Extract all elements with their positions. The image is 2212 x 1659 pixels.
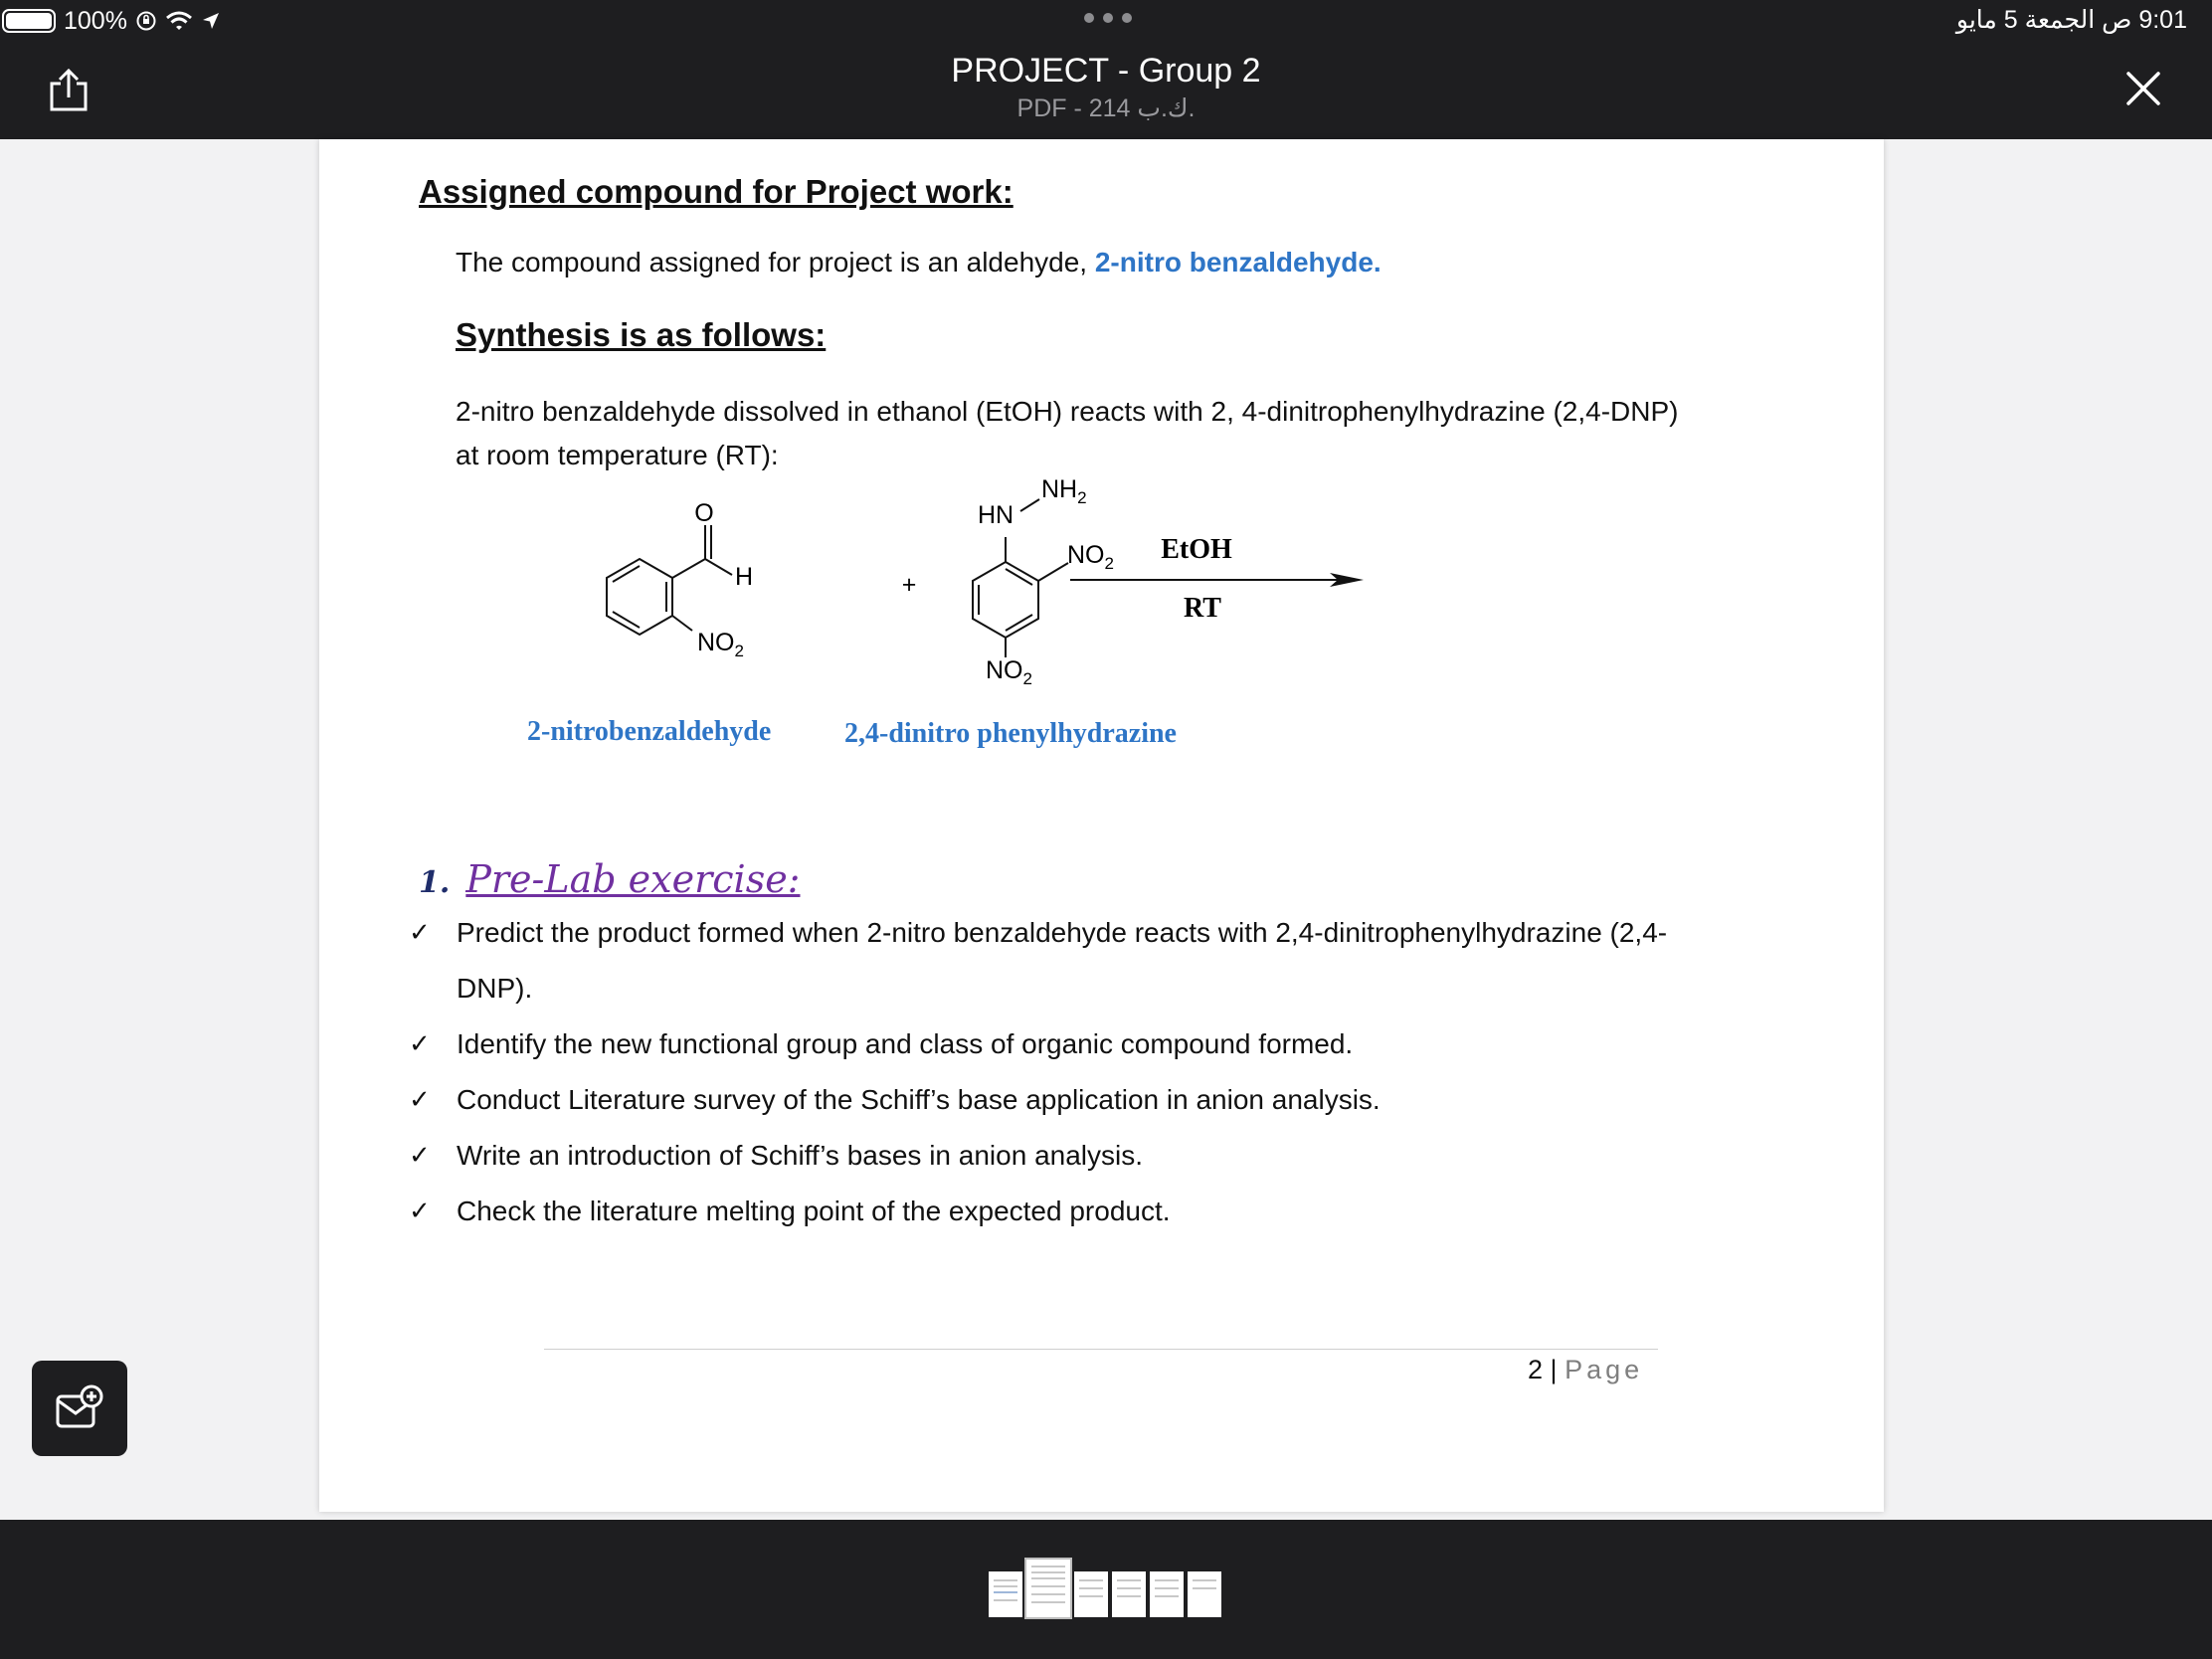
prelab-heading bbox=[419, 857, 800, 901]
prelab-item: ✓ Check the literature melting point of the expected product. bbox=[409, 1184, 1702, 1239]
top-bar bbox=[0, 0, 2212, 139]
section-heading: Assigned compound for Project work: bbox=[419, 173, 1014, 210]
document-title: PROJECT - Group 2 bbox=[951, 52, 1261, 90]
page-thumbnail[interactable] bbox=[1074, 1571, 1108, 1617]
page-thumbnail-current[interactable] bbox=[1026, 1560, 1070, 1617]
location-icon bbox=[201, 11, 221, 31]
screen-rotation-lock-icon bbox=[135, 10, 157, 32]
hydrazine-hn-label: HN bbox=[978, 501, 1014, 529]
compound-label-dnp: 2,4-dinitro phenylhydrazine bbox=[844, 718, 1177, 749]
page-thumbnail[interactable] bbox=[1112, 1571, 1146, 1617]
page-thumbnails bbox=[989, 1560, 1221, 1617]
battery-percent: 100% bbox=[64, 6, 127, 35]
battery-icon bbox=[2, 9, 56, 33]
markup-button[interactable] bbox=[32, 1361, 127, 1456]
condition-label: RT bbox=[1184, 593, 1221, 624]
aldehyde-no2-label: $NO_2$ bbox=[697, 629, 744, 660]
checkmark-icon: ✓ bbox=[409, 1085, 431, 1115]
prelab-item: ✓ Write an introduction of Schiff’s bases in anion analysis. bbox=[409, 1128, 1702, 1184]
close-icon bbox=[2122, 68, 2164, 109]
pdf-page[interactable] bbox=[319, 139, 1884, 1512]
thumbnail-bar bbox=[0, 1520, 2212, 1659]
checkmark-icon: ✓ bbox=[409, 1197, 431, 1226]
checkmark-icon: ✓ bbox=[409, 1029, 431, 1059]
footer-divider bbox=[544, 1349, 1658, 1350]
aldehyde-structure bbox=[607, 525, 732, 635]
prelab-item: ✓ Predict the product formed when 2-nitro benzaldehyde reacts with 2,4-dinitrophenylhydrazine (2,4-DNP). bbox=[409, 905, 1702, 1016]
assigned-intro: The compound assigned for project is an aldehyde, bbox=[456, 247, 1095, 277]
page-thumbnail[interactable] bbox=[1150, 1571, 1184, 1617]
synthesis-paragraph: 2-nitro benzaldehyde dissolved in ethanol (EtOH) reacts with 2, 4-dinitrophenylhydrazine (2,4-DNP) at room temperature (RT): bbox=[456, 396, 1679, 470]
page-number: 2 bbox=[1528, 1355, 1544, 1384]
assigned-compound: 2-nitro benzaldehyde. bbox=[1094, 247, 1382, 277]
synthesis-heading: Synthesis is as follows: bbox=[456, 316, 827, 353]
prelab-number: 1. bbox=[419, 865, 451, 900]
page-thumbnail[interactable] bbox=[1188, 1571, 1221, 1617]
aldehyde-h-label: H bbox=[735, 563, 754, 591]
signature-add-icon bbox=[54, 1382, 105, 1434]
compound-label-aldehyde: 2-nitrobenzaldehyde bbox=[527, 716, 772, 747]
hydrazine-no2-para-label: $NO_2$ bbox=[986, 656, 1032, 688]
prelab-item: ✓ Identify the new functional group and class of organic compound formed. bbox=[409, 1016, 1702, 1072]
multitasking-dots[interactable] bbox=[1084, 13, 1132, 23]
reaction-scheme bbox=[558, 467, 1513, 706]
close-button[interactable] bbox=[2122, 68, 2164, 109]
document-subtitle: PDF - 214 ك.ب. bbox=[1016, 94, 1196, 122]
checkmark-icon: ✓ bbox=[409, 1141, 431, 1171]
prelab-item: ✓ Conduct Literature survey of the Schiff’s base application in anion analysis. bbox=[409, 1072, 1702, 1128]
page-thumbnail[interactable] bbox=[989, 1571, 1022, 1617]
hydrazine-no2-ortho-label: $NO_2$ bbox=[1067, 541, 1114, 573]
wifi-icon bbox=[165, 10, 193, 32]
page-word: Page bbox=[1565, 1355, 1644, 1384]
assigned-paragraph bbox=[456, 247, 1382, 278]
prelab-title: Pre-Lab exercise: bbox=[465, 857, 801, 901]
page-footer: 2 | Page bbox=[1528, 1355, 1644, 1384]
hydrazine-nh2-label: $NH_2$ bbox=[1041, 475, 1087, 507]
checkmark-icon: ✓ bbox=[409, 918, 431, 948]
aldehyde-o-label: O bbox=[694, 499, 714, 527]
status-time-date: 9:01 ص الجمعة 5 مايو bbox=[1955, 6, 2187, 34]
status-bar-left bbox=[0, 6, 221, 36]
plus-sign: + bbox=[901, 571, 917, 599]
reagent-label: EtOH bbox=[1161, 534, 1232, 565]
prelab-list bbox=[409, 905, 1702, 1239]
